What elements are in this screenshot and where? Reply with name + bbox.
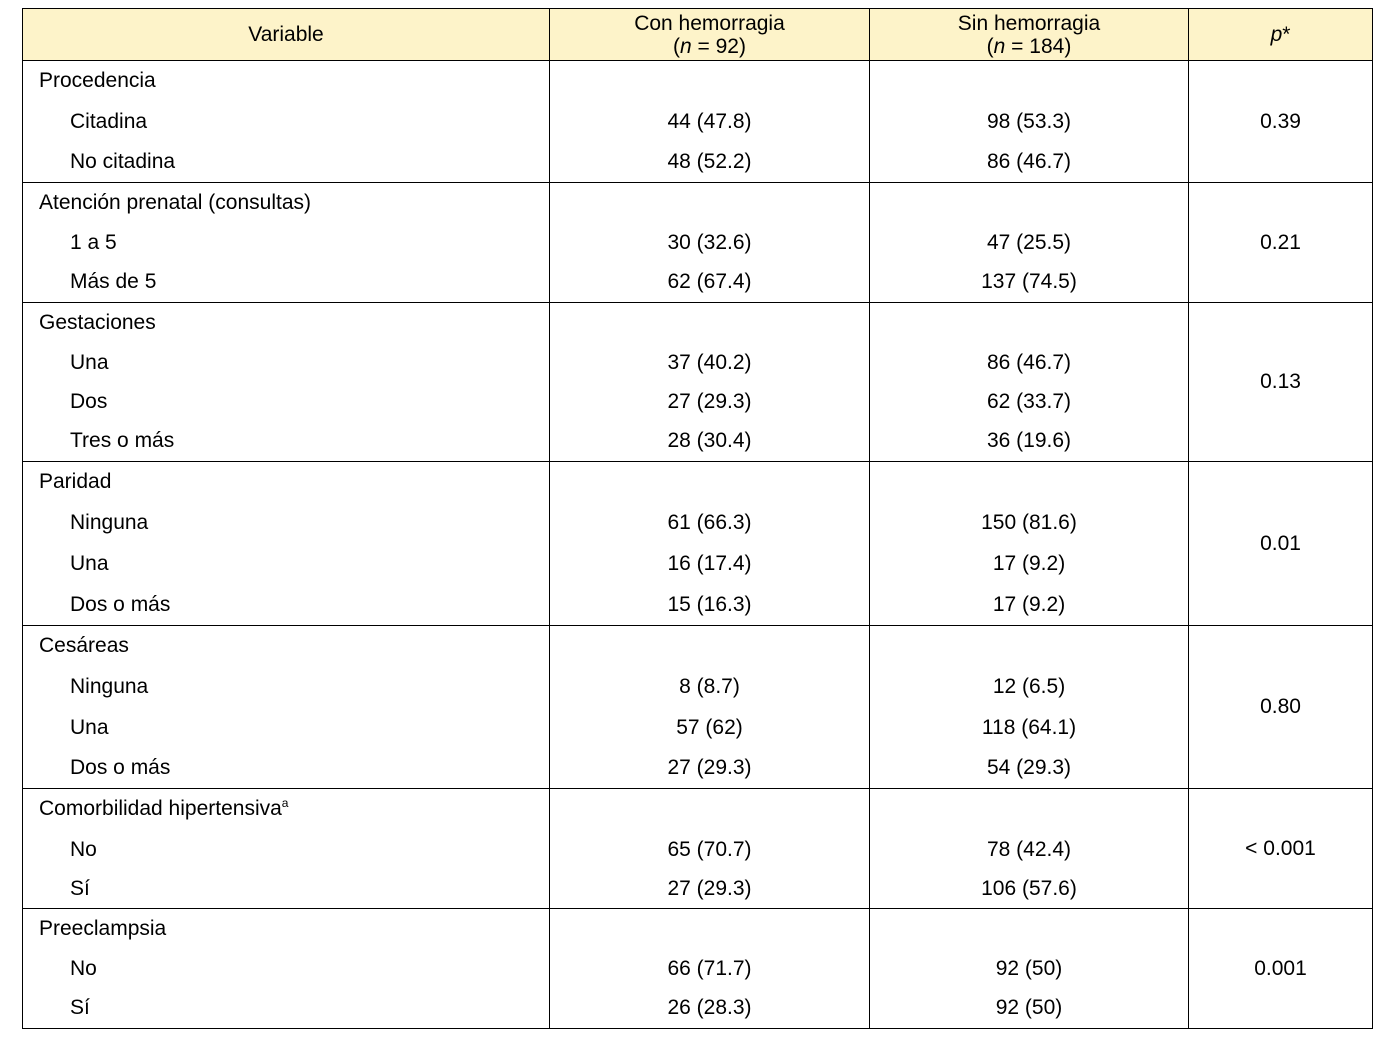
group-title-empty-sin (870, 909, 1189, 949)
data-row (23, 830, 1373, 870)
data-row (23, 343, 1373, 383)
p-value: < 0.001 (1189, 789, 1373, 909)
header-sin-n: (n = 184) (986, 34, 1072, 58)
group-title-empty-sin (870, 462, 1189, 503)
category-label: No (23, 949, 550, 989)
data-row (23, 503, 1373, 544)
con-hemorragia-value: 48 (52.2) (550, 143, 870, 183)
category-label: Ninguna (23, 667, 550, 708)
data-row (23, 223, 1373, 263)
data-row (23, 263, 1373, 303)
category-label: Dos o más (23, 748, 550, 789)
p-value: 0.39 (1189, 61, 1373, 183)
data-row (23, 102, 1373, 143)
group-title-text: Cesáreas (39, 634, 129, 658)
header-con-hemorragia (550, 9, 870, 61)
sin-hemorragia-value: 150 (81.6) (870, 503, 1189, 544)
header-variable: Variable (23, 9, 550, 61)
header-con-label: Con hemorragia (634, 11, 785, 35)
data-row (23, 870, 1373, 909)
header-sin-label: Sin hemorragia (957, 11, 1101, 35)
data-row (23, 383, 1373, 422)
data-row (23, 544, 1373, 585)
data-row (23, 949, 1373, 989)
group-title-empty-con (550, 789, 870, 830)
group-title-text: Paridad (39, 470, 112, 494)
sin-hemorragia-value: 62 (33.7) (870, 383, 1189, 422)
footnote-marker: a (281, 796, 289, 811)
group-title-empty-sin (870, 789, 1189, 830)
group-title-empty-sin (870, 183, 1189, 223)
header-sin-n-value: 184 (1029, 34, 1065, 58)
category-label: No (23, 830, 550, 870)
data-row (23, 748, 1373, 789)
group-title-text: Preeclampsia (39, 916, 167, 940)
con-hemorragia-value: 28 (30.4) (550, 422, 870, 462)
group-title-row (23, 909, 1373, 949)
header-con-n-value: 92 (715, 34, 739, 58)
group-title (23, 789, 550, 830)
group-title-row (23, 626, 1373, 667)
con-hemorragia-value: 62 (67.4) (550, 263, 870, 303)
group-title-row (23, 462, 1373, 503)
category-label: Una (23, 544, 550, 585)
sin-hemorragia-value: 12 (6.5) (870, 667, 1189, 708)
category-label: Sí (23, 870, 550, 909)
table-header (23, 9, 1373, 61)
table-body (23, 61, 1373, 1029)
category-label: Sí (23, 989, 550, 1029)
data-row (23, 989, 1373, 1029)
category-label: 1 a 5 (23, 223, 550, 263)
sin-hemorragia-value: 54 (29.3) (870, 748, 1189, 789)
sin-hemorragia-value: 78 (42.4) (870, 830, 1189, 870)
data-table-container (22, 8, 1372, 1029)
header-sin-hemorragia (870, 9, 1189, 61)
group-title-empty-con (550, 462, 870, 503)
category-label: Tres o más (23, 422, 550, 462)
group-title-text: Comorbilidad hipertensiva (39, 797, 282, 821)
category-label: Una (23, 343, 550, 383)
group-title (23, 909, 550, 949)
data-row (23, 708, 1373, 748)
data-row (23, 143, 1373, 183)
sin-hemorragia-value: 92 (50) (870, 989, 1189, 1029)
con-hemorragia-value: 61 (66.3) (550, 503, 870, 544)
con-hemorragia-value: 8 (8.7) (550, 667, 870, 708)
con-hemorragia-value: 57 (62) (550, 708, 870, 748)
sin-hemorragia-value: 47 (25.5) (870, 223, 1189, 263)
category-label: Más de 5 (23, 263, 550, 303)
header-p-label: p (1270, 23, 1283, 46)
sin-hemorragia-value: 17 (9.2) (870, 585, 1189, 626)
con-hemorragia-value: 15 (16.3) (550, 585, 870, 626)
data-row (23, 422, 1373, 462)
con-hemorragia-value: 26 (28.3) (550, 989, 870, 1029)
con-hemorragia-value: 27 (29.3) (550, 870, 870, 909)
sin-hemorragia-value: 92 (50) (870, 949, 1189, 989)
group-title (23, 462, 550, 503)
group-title-empty-sin (870, 626, 1189, 667)
category-label: No citadina (23, 143, 550, 183)
p-value: 0.01 (1189, 462, 1373, 626)
con-hemorragia-value: 44 (47.8) (550, 102, 870, 143)
sin-hemorragia-value: 17 (9.2) (870, 544, 1189, 585)
group-title-row (23, 303, 1373, 343)
group-title-empty-sin (870, 303, 1189, 343)
header-row (23, 9, 1373, 61)
data-row (23, 585, 1373, 626)
group-title-text: Gestaciones (39, 310, 156, 334)
group-title-text: Procedencia (39, 69, 156, 93)
sin-hemorragia-value: 98 (53.3) (870, 102, 1189, 143)
sin-hemorragia-value: 118 (64.1) (870, 708, 1189, 748)
sin-hemorragia-value: 137 (74.5) (870, 263, 1189, 303)
p-value: 0.13 (1189, 303, 1373, 462)
con-hemorragia-value: 37 (40.2) (550, 343, 870, 383)
con-hemorragia-value: 16 (17.4) (550, 544, 870, 585)
category-label: Dos o más (23, 585, 550, 626)
category-label: Una (23, 708, 550, 748)
category-label: Citadina (23, 102, 550, 143)
group-title-row (23, 183, 1373, 223)
group-title-empty-con (550, 183, 870, 223)
group-title-empty-con (550, 61, 870, 102)
group-title-empty-sin (870, 61, 1189, 102)
comparison-table (22, 8, 1373, 1029)
p-value: 0.21 (1189, 183, 1373, 303)
header-p-value (1189, 9, 1373, 61)
sin-hemorragia-value: 86 (46.7) (870, 143, 1189, 183)
sin-hemorragia-value: 86 (46.7) (870, 343, 1189, 383)
header-p-star: * (1282, 23, 1291, 46)
con-hemorragia-value: 27 (29.3) (550, 383, 870, 422)
header-con-n: (n = 92) (673, 34, 746, 58)
con-hemorragia-value: 30 (32.6) (550, 223, 870, 263)
p-value: 0.80 (1189, 626, 1373, 789)
group-title-empty-con (550, 303, 870, 343)
sin-hemorragia-value: 106 (57.6) (870, 870, 1189, 909)
category-label: Ninguna (23, 503, 550, 544)
con-hemorragia-value: 66 (71.7) (550, 949, 870, 989)
p-value: 0.001 (1189, 909, 1373, 1029)
group-title (23, 303, 550, 343)
group-title-empty-con (550, 626, 870, 667)
con-hemorragia-value: 27 (29.3) (550, 748, 870, 789)
group-title (23, 61, 550, 102)
group-title-row (23, 61, 1373, 102)
data-row (23, 667, 1373, 708)
group-title-row (23, 789, 1373, 830)
group-title-text: Atención prenatal (consultas) (39, 190, 311, 214)
group-title (23, 626, 550, 667)
group-title-empty-con (550, 909, 870, 949)
con-hemorragia-value: 65 (70.7) (550, 830, 870, 870)
sin-hemorragia-value: 36 (19.6) (870, 422, 1189, 462)
category-label: Dos (23, 383, 550, 422)
group-title (23, 183, 550, 223)
